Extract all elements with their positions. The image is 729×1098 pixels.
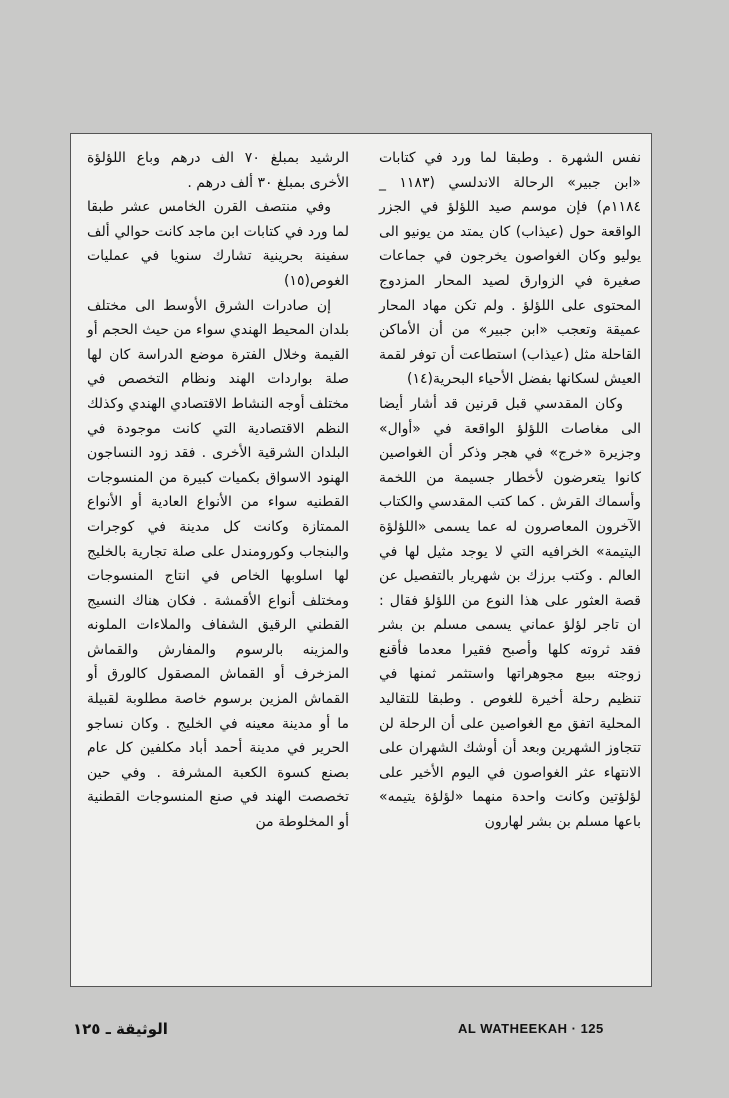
paragraph: وكان المقدسي قبل قرنين قد أشار أيضا الى مغاصات اللؤلؤ الواقعة في «أوال» وجزيرة «خرج» في هجر وذكر أن الغواصين كانوا يتعرضون لأخطار جسيمة من اللخمة وأسماك القرش . كما كتب المقدسي والكتاب الآخرون المعاصرون له عما يسمى «اللؤلؤة اليتيمة» الخرافيه التي لا يوجد مثيل لها في العالم . وكتب برزك بن شهريار بالتفصيل عن قصة العثور على هذا النوع من اللؤلؤ فقال : ان تاجر لؤلؤ عماني يسمى مسلم بن بشر فقد ثروته كلها وأصبح فقيرا معدما فأقنع زوجته ببيع مجوهراتها واستثمر ثمنها في تنظيم رحلة أخيرة للغوص . وطبقا للتقاليد المحلية اتفق مع الغواصين على أن الرحلة لن تتجاوز الشهرين وبعد أن أوشك الشهران على الانتهاء عثر الغواصون في اليوم الأخير على لؤلؤتين وكانت واحدة منهما «لؤلؤة يتيمه» باعها مسلم بن بشر لهارون bbox=[379, 395, 641, 831]
page-footer-arabic: الوثيقة ـ ١٢٥ bbox=[73, 1020, 168, 1038]
article-column-right bbox=[379, 146, 641, 835]
page-frame bbox=[70, 133, 652, 987]
paragraph: نفس الشهرة . وطبقا لما ورد في كتابات «ابن جبير» الرحالة الاندلسي (١١٨٣ _ ١١٨٤م) فإن موسم صيد اللؤلؤ في الجزر الواقعة حول (عيذاب) كان يمتد من يونيو الى يوليو وكان الغواصون يخرجون في جماعات صغيرة في الزوارق لصيد المحار المزدوج المحتوى على اللؤلؤ . ولم تكن مهاد المحار عميقة وتعجب «ابن جبير» من أن الأماكن القاحلة مثل (عيذاب) استطاعت أن توفر لقمة العيش لسكانها بفضل الأحياء البحرية(١٤) bbox=[379, 150, 641, 388]
paragraph: إن صادرات الشرق الأوسط الى مختلف بلدان المحيط الهندي سواء من حيث الحجم أو القيمة وخلال الفترة موضع الدراسة كان لها صلة بواردات الهند ونظام التخصص في مختلف أوجه النشاط الاقتصادي الهندي وكذلك النظم الاقتصادية التي كانت موجودة في البلدان الشرقية الأخرى . فقد زود النساجون الهنود الاسواق بكميات كبيرة من المنسوجات القطنيه سواء من الأنواع العادية أو الأنواع الممتازة وكانت كل مدينة في كوجرات والبنجاب وكورومندل على صلة تجارية بالخليج لها اسلوبها الخاص في انتاج المنسوجات ومختلف أنواع الأقمشة . فكان هناك النسيج القطني الرقيق الشفاف والملاءات الملونه والمزينه بالرسوم والمفارش والقماش المزخرف أو القماش المصقول كالورق أو القماش المزين برسوم خاصة مطلوبة لقبيلة ما أو مدينة معينه في الخليج . وكان نساجو الحرير في مدينة أحمد أباد مكلفين كل عام بصنع كسوة الكعبة المشرفة . وفي حين تخصصت الهند في صنع المنسوجات القطنية أو المخلوطة من bbox=[87, 297, 349, 831]
paragraph: وفي منتصف القرن الخامس عشر طبقا لما ورد في كتابات ابن ماجد كانت حوالي ألف سفينة بحرينية تشارك سنويا في عمليات الغوص(١٥) bbox=[87, 199, 349, 289]
page-footer-english: AL WATHEEKAH · 125 bbox=[458, 1021, 604, 1036]
article-column-left bbox=[87, 146, 349, 835]
paragraph: الرشيد بمبلغ ٧٠ الف درهم وباع اللؤلؤة الأخرى بمبلغ ٣٠ ألف درهم . bbox=[87, 150, 349, 191]
